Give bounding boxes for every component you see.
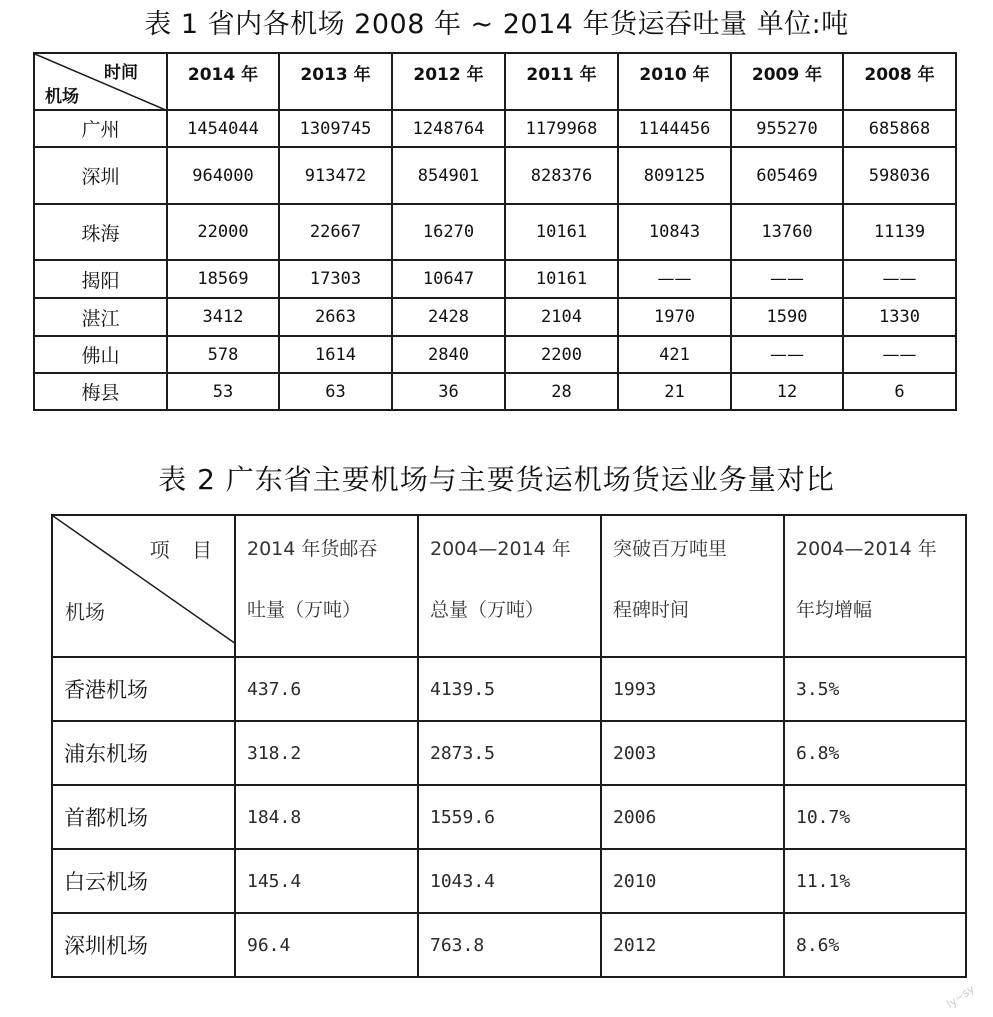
- cell-value: 1330: [843, 298, 956, 336]
- table-row: [34, 204, 956, 260]
- cell-value: 3.5%: [784, 657, 966, 721]
- airport-name: 佛山: [34, 336, 167, 373]
- table-row: [34, 260, 956, 298]
- table-row: [34, 336, 956, 373]
- cell-value-empty: ——: [618, 260, 731, 298]
- cell-value: 2003: [601, 721, 784, 785]
- year-header: 2012 年: [392, 53, 505, 110]
- header-line: 2004—2014 年: [430, 538, 571, 560]
- table-row: [52, 849, 966, 913]
- cell-value-empty: ——: [843, 260, 956, 298]
- column-header: [784, 515, 966, 657]
- cell-value: 828376: [505, 147, 618, 204]
- cell-value: 11139: [843, 204, 956, 260]
- cell-value: 2012: [601, 913, 784, 977]
- cell-value: 421: [618, 336, 731, 373]
- cell-value: 17303: [279, 260, 392, 298]
- cell-value: 955270: [731, 110, 843, 147]
- cell-value: 2840: [392, 336, 505, 373]
- table-row: [34, 373, 956, 410]
- cell-value: 36: [392, 373, 505, 410]
- cell-value: 22667: [279, 204, 392, 260]
- corner-label-airport: 机场: [65, 600, 105, 624]
- cell-value: 28: [505, 373, 618, 410]
- cell-value: 913472: [279, 147, 392, 204]
- cell-value: 63: [279, 373, 392, 410]
- cell-value: 2200: [505, 336, 618, 373]
- year-header: 2014 年: [167, 53, 279, 110]
- year-header: 2008 年: [843, 53, 956, 110]
- header-line: 程碑时间: [613, 599, 690, 621]
- cell-value: 10.7%: [784, 785, 966, 849]
- cell-value: 2006: [601, 785, 784, 849]
- cell-value: 1590: [731, 298, 843, 336]
- cell-value: 6.8%: [784, 721, 966, 785]
- cell-value: 605469: [731, 147, 843, 204]
- header-line: 吐量（万吨）: [247, 599, 362, 621]
- cell-value: 1179968: [505, 110, 618, 147]
- table-row: [52, 913, 966, 977]
- header-line: 2014 年货邮吞: [247, 538, 378, 560]
- cell-value: 22000: [167, 204, 279, 260]
- column-header: [601, 515, 784, 657]
- cell-value: 578: [167, 336, 279, 373]
- cell-value: 16270: [392, 204, 505, 260]
- cell-value: 8.6%: [784, 913, 966, 977]
- table2-corner-cell: [52, 515, 235, 657]
- cell-value: 598036: [843, 147, 956, 204]
- header-line: 2004—2014 年: [796, 538, 937, 560]
- table-row: [52, 785, 966, 849]
- cell-value: 1559.6: [418, 785, 601, 849]
- cell-value: 1144456: [618, 110, 731, 147]
- table-row: [34, 147, 956, 204]
- corner-label-time: 时间: [104, 63, 138, 83]
- cell-value: 4139.5: [418, 657, 601, 721]
- cell-value: 53: [167, 373, 279, 410]
- cell-value: 3412: [167, 298, 279, 336]
- cell-value: 12: [731, 373, 843, 410]
- column-header: [418, 515, 601, 657]
- cell-value: 10161: [505, 260, 618, 298]
- cell-value: 1993: [601, 657, 784, 721]
- table1-airport-cargo-throughput: [33, 52, 957, 411]
- year-header: 2010 年: [618, 53, 731, 110]
- cell-value: 809125: [618, 147, 731, 204]
- table-row: [52, 721, 966, 785]
- airport-name: 湛江: [34, 298, 167, 336]
- cell-value: 854901: [392, 147, 505, 204]
- cell-value-empty: ——: [731, 336, 843, 373]
- header-line: 总量（万吨）: [430, 599, 545, 621]
- table1-header-row: [34, 53, 956, 110]
- airport-name: 白云机场: [52, 849, 235, 913]
- table2-title: 表 2 广东省主要机场与主要货运机场货运业务量对比: [158, 463, 835, 496]
- cell-value: 685868: [843, 110, 956, 147]
- table-row: [34, 110, 956, 147]
- header-line: 年均增幅: [796, 599, 873, 621]
- cell-value: 145.4: [235, 849, 418, 913]
- year-header: 2011 年: [505, 53, 618, 110]
- cell-value: 1970: [618, 298, 731, 336]
- airport-name: 揭阳: [34, 260, 167, 298]
- airport-name: 浦东机场: [52, 721, 235, 785]
- airport-name: 梅县: [34, 373, 167, 410]
- cell-value: 184.8: [235, 785, 418, 849]
- year-header: 2009 年: [731, 53, 843, 110]
- cell-value: 1248764: [392, 110, 505, 147]
- cell-value: 13760: [731, 204, 843, 260]
- cell-value-empty: ——: [843, 336, 956, 373]
- watermark: ly~sy: [944, 982, 977, 1011]
- table1-title: 表 1 省内各机场 2008 年 ~ 2014 年货运吞吐量 单位:吨: [144, 9, 849, 40]
- airport-name: 珠海: [34, 204, 167, 260]
- cell-value: 1309745: [279, 110, 392, 147]
- cell-value: 2663: [279, 298, 392, 336]
- table2-header-row: [52, 515, 966, 657]
- table-row: [34, 298, 956, 336]
- corner-label-item: 项 目: [149, 538, 220, 562]
- cell-value: 1043.4: [418, 849, 601, 913]
- cell-value: 763.8: [418, 913, 601, 977]
- cell-value: 6: [843, 373, 956, 410]
- airport-name: 香港机场: [52, 657, 235, 721]
- cell-value: 1614: [279, 336, 392, 373]
- column-header: [235, 515, 418, 657]
- airport-name: 深圳机场: [52, 913, 235, 977]
- cell-value: 2428: [392, 298, 505, 336]
- cell-value: 10161: [505, 204, 618, 260]
- year-header: 2013 年: [279, 53, 392, 110]
- cell-value: 964000: [167, 147, 279, 204]
- cell-value: 2873.5: [418, 721, 601, 785]
- cell-value: 2104: [505, 298, 618, 336]
- cell-value: 96.4: [235, 913, 418, 977]
- table-row: [52, 657, 966, 721]
- cell-value: 437.6: [235, 657, 418, 721]
- airport-name: 深圳: [34, 147, 167, 204]
- cell-value: 10843: [618, 204, 731, 260]
- cell-value: 1454044: [167, 110, 279, 147]
- header-line: 突破百万吨里: [613, 538, 728, 560]
- cell-value: 318.2: [235, 721, 418, 785]
- cell-value: 21: [618, 373, 731, 410]
- table1-corner-cell: [34, 53, 167, 110]
- cell-value: 11.1%: [784, 849, 966, 913]
- cell-value: 18569: [167, 260, 279, 298]
- cell-value: 10647: [392, 260, 505, 298]
- airport-name: 首都机场: [52, 785, 235, 849]
- corner-label-airport: 机场: [45, 87, 79, 107]
- table2-airport-comparison: [51, 514, 967, 978]
- cell-value: 2010: [601, 849, 784, 913]
- cell-value-empty: ——: [731, 260, 843, 298]
- airport-name: 广州: [34, 110, 167, 147]
